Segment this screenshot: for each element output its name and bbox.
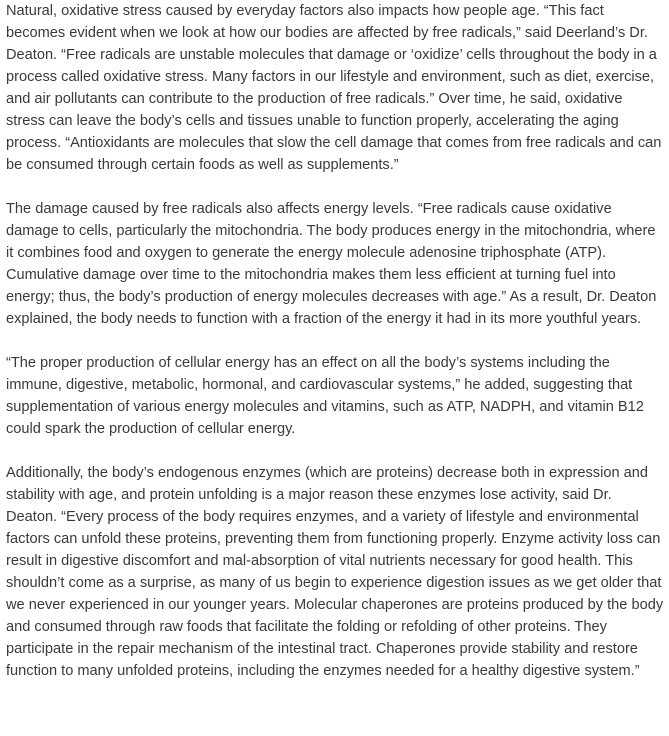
- paragraph-oxidative-stress: Natural, oxidative stress caused by everyday factors also impacts how people age. “This fact becomes evident when we look at how our bodies are affected by free radicals,” said Deerland’s Dr. Deaton. “Free radicals are unstable molecules that damage or ‘oxidize’ cells throughout the body in a process called oxidative stress. Many factors in our lifestyle and environment, such as diet, exercise, and air pollutants can contribute to the production of free radicals.” Over time, he said, oxidative stress can leave the body’s cells and tissues unable to function properly, accelerating the aging process. “Antioxidants are molecules that slow the cell damage that comes from free radicals and can be consumed through certain foods as well as supplements.”: [6, 3, 662, 173]
- paragraph-cellular-energy: “The proper production of cellular energy has an effect on all the body’s systems including the immune, digestive, metabolic, hormonal, and cardiovascular systems,” he added, suggesting that supplementation of various energy molecules and vitamins, such as ATP, NADPH, and vitamin B12 could spark the production of cellular energy.: [6, 355, 644, 437]
- paragraph-energy-levels: The damage caused by free radicals also affects energy levels. “Free radicals cause oxidative damage to cells, particularly the mitochondria. The body produces energy in the mitochondria, where it combines food and oxygen to generate the energy molecule adenosine triphosphate (ATP). Cumulative damage over time to the mitochondria makes them less efficient at turning fuel into energy; thus, the body’s production of energy molecules decreases with age.” As a result, Dr. Deaton explained, the body needs to function with a fraction of the energy it had in its more youthful years.: [6, 201, 657, 327]
- paragraph-enzymes: Additionally, the body’s endogenous enzymes (which are proteins) decrease both in expression and stability with age, and protein unfolding is a major reason these enzymes lose activity, said Dr. Deaton. “Every process of the body requires enzymes, and a variety of lifestyle and environmental factors can unfold these proteins, preventing them from functioning properly. Enzyme activity loss can result in digestive discomfort and mal-absorption of vital nutrients necessary for good health. This shouldn’t come as a surprise, as many of us begin to experience digestion issues as we get older that we never experienced in our younger years. Molecular chaperones are proteins produced by the body and consumed through raw foods that facilitate the folding or refolding of other proteins. They participate in the repair mechanism of the intestinal tract. Chaperones provide stability and restore function to many unfolded proteins, including the enzymes needed for a healthy digestive system.”: [6, 465, 664, 679]
